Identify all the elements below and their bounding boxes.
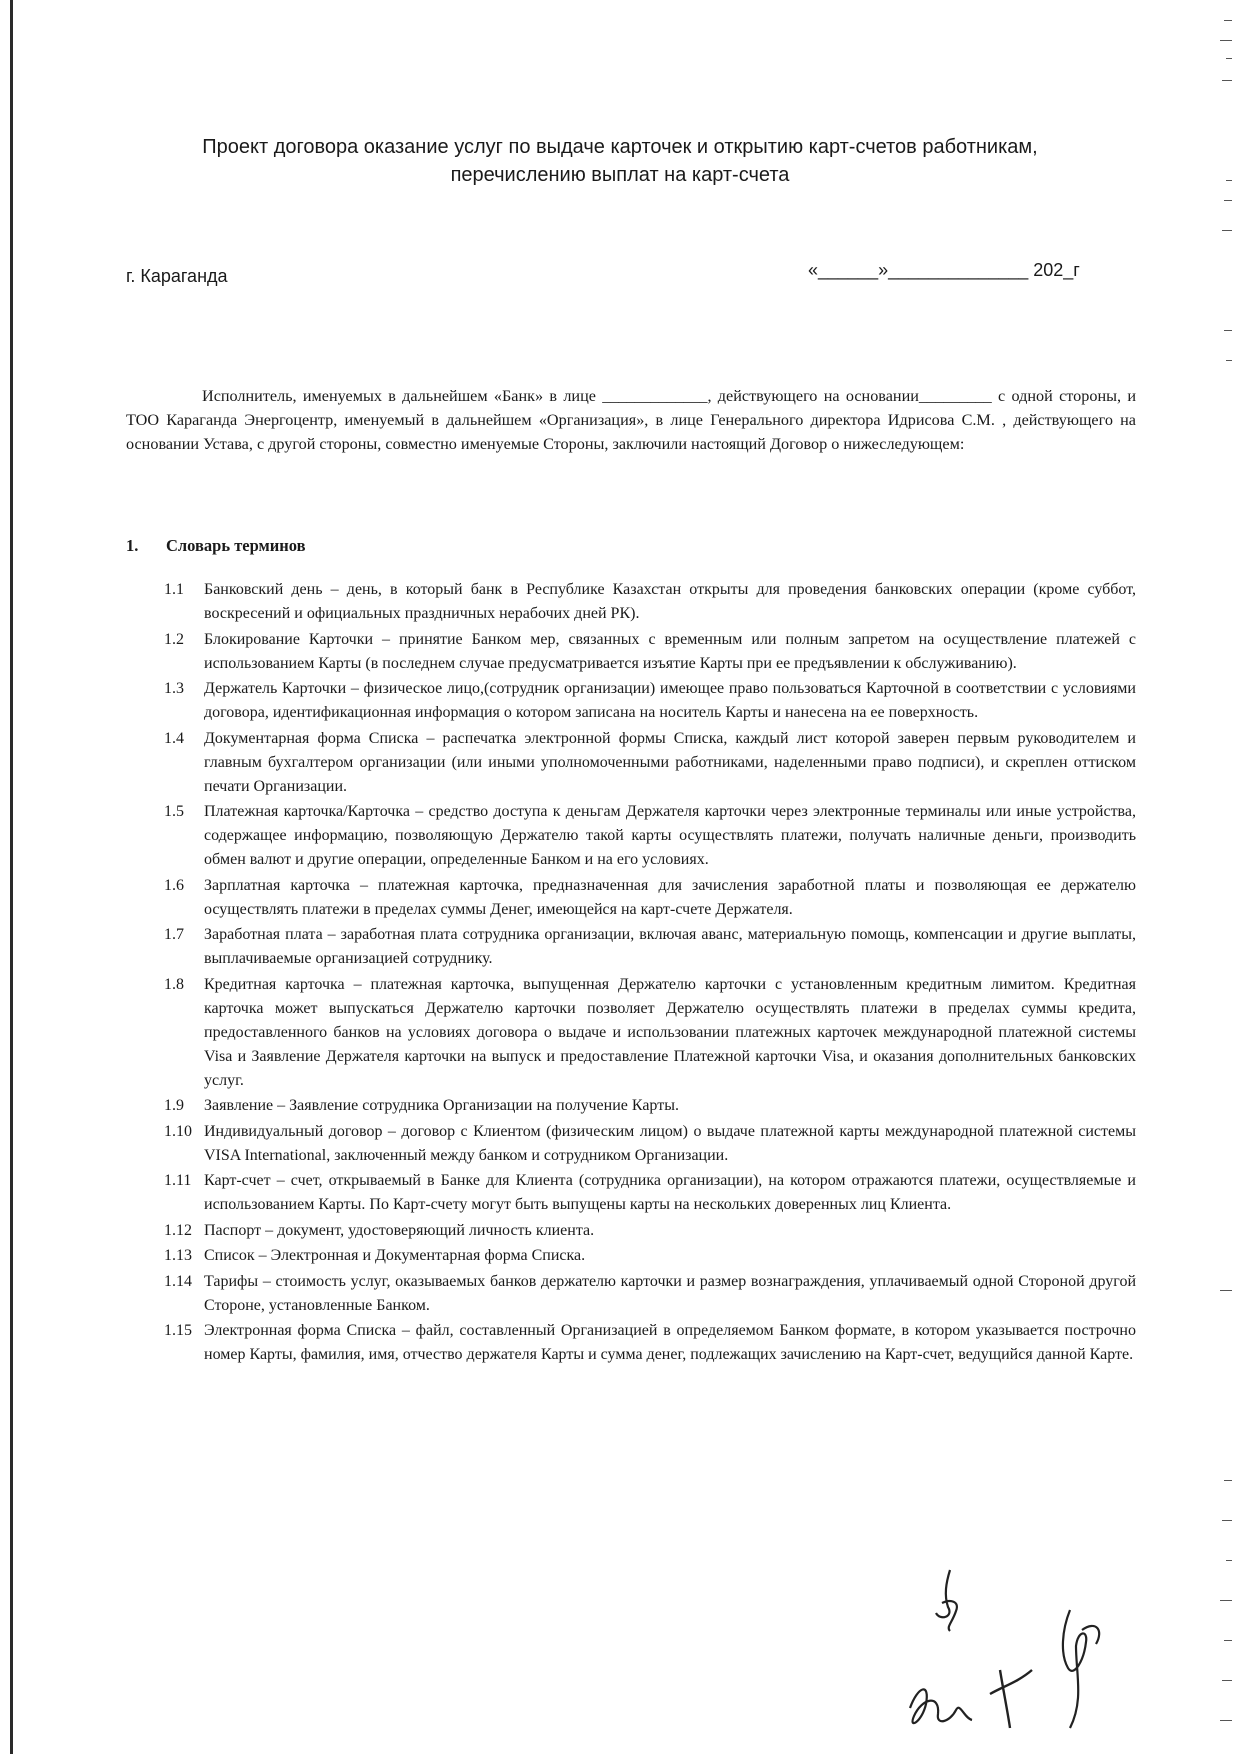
term-number: 1.7	[164, 926, 184, 943]
scan-margin-marks	[1218, 0, 1232, 1754]
contract-date: «______»______________ 202_г	[808, 260, 1080, 280]
term-text: Блокирование Карточки – принятие Банком мер, связанных с временным или полным запретом на осуществление платежей с использованием Карты (в последнем случае предусматривается изъятие Карты при ее предъявлении к обслуживанию).	[204, 630, 1136, 672]
term-number: 1.1	[164, 581, 184, 598]
term-number: 1.8	[164, 975, 184, 993]
section-number: 1.	[126, 536, 139, 555]
term-item	[164, 1169, 1136, 1217]
term-item	[164, 1319, 1136, 1367]
term-number: 1.3	[164, 680, 184, 697]
term-text: Платежная карточка/Карточка – средство доступа к деньгам Держателя карточки через электронные терминалы или иные устройства, содержащее информацию, позволяющую Держателю такой карты осуществлять платежи, получать наличные деньги, производить обмен валют и другие операции, определенные Банком и на его условиях.	[204, 803, 1136, 868]
term-number: 1.9	[164, 1097, 184, 1114]
term-text: Тарифы – стоимость услуг, оказываемых банков держателю карточки и размер вознаграждения, уплачиваемый одной Стороной другой Стороне, установленные Банком.	[204, 1272, 1136, 1314]
term-item	[164, 1270, 1136, 1318]
signature-handwritten	[900, 1590, 1130, 1740]
city: г. Караганда	[126, 266, 228, 286]
terms-list	[164, 578, 1136, 1369]
term-text: Заработная плата – заработная плата сотрудника организации, включая аванс, материальную помощь, компенсации и другие выплаты, выплачиваемые организацией сотруднику.	[204, 926, 1136, 967]
term-number: 1.11	[164, 1172, 192, 1189]
term-number: 1.4	[164, 729, 184, 747]
term-text: Держатель Карточки – физическое лицо,(сотрудник организации) имеющее право пользоваться Карточной в соответствии с условиями договора, идентификационная информация о котором записана на носитель Карты и нанесена на ее поверхность.	[204, 680, 1136, 721]
term-item	[164, 1219, 1136, 1243]
term-number: 1.14	[164, 1272, 192, 1290]
term-text: Зарплатная карточка – платежная карточка, предназначенная для зачисления заработной платы и позволяющая ее держателю осуществлять платежи в пределах суммы Денег, имеющейся на карт-счете Держателя.	[204, 876, 1136, 918]
term-item	[164, 923, 1136, 971]
section-title: Словарь терминов	[166, 536, 306, 555]
section-heading	[126, 536, 306, 556]
term-text: Список – Электронная и Документарная форма Списка.	[204, 1247, 586, 1264]
term-number: 1.5	[164, 803, 184, 820]
term-item	[164, 628, 1136, 676]
document-title	[110, 133, 1130, 189]
term-text: Карт-счет – счет, открываемый в Банке для Клиента (сотрудника организации), на котором отражаются платежи, осуществляемые и использованием Карты. По Карт-счету могут быть выпущены карты на нескольких доверенных лиц Клиента.	[204, 1172, 1136, 1213]
title-line-2: перечислению выплат на карт-счета	[450, 164, 790, 186]
title-line-1: Проект договора оказание услуг по выдаче карточек и открытию карт-счетов работникам,	[202, 136, 1038, 158]
term-item	[164, 1120, 1136, 1168]
term-number: 1.12	[164, 1221, 192, 1239]
term-item	[164, 1244, 1136, 1268]
term-text: Кредитная карточка – платежная карточка, выпущенная Держателю карточки с установленным кредитным лимитом. Кредитная карточка может выпускаться Держателю карточки позволяет Держателю осуществлять платежи в пределах суммы кредита, предоставленного банков на условиях договора о выдаче и использовании платежных карточек международной платежной системы Visa и Заявление Держателя карточки на выпуск и предоставление Платежной карточки Visa, и оказания дополнительных банковских услуг.	[204, 975, 1136, 1089]
term-text: Банковский день – день, в который банк в Республике Казахстан открыты для проведения банковских операции (кроме суббот, воскресений и официальных праздничных нерабочих дней РК).	[204, 581, 1136, 622]
term-number: 1.6	[164, 876, 184, 894]
term-number: 1.13	[164, 1247, 192, 1264]
term-item	[164, 800, 1136, 872]
term-number: 1.2	[164, 630, 184, 648]
term-item	[164, 973, 1136, 1093]
term-text: Индивидуальный договор – договор с Клиентом (физическим лицом) о выдаче платежной карты международной платежной системы VISA International, заключенный между банком и сотрудником Организации.	[204, 1122, 1136, 1164]
term-text: Документарная форма Списка – распечатка электронной формы Списка, каждый лист которой заверен первым руководителем и главным бухгалтером организации (или иными уполномоченными работниками, наделенными право подписи), и скреплен оттиском печати Организации.	[204, 729, 1136, 795]
term-text: Заявление – Заявление сотрудника Организации на получение Карты.	[204, 1097, 679, 1114]
term-item	[164, 727, 1136, 799]
term-number: 1.15	[164, 1322, 192, 1339]
term-number: 1.10	[164, 1122, 192, 1140]
term-text: Электронная форма Списка – файл, составленный Организацией в определяемом Банком формате, в котором указывается построчно номер Карты, фамилия, имя, отчество держателя Карты и сумма денег, подлежащих зачислению на Карт-счет, ведущийся данной Карте.	[204, 1322, 1136, 1363]
term-text: Паспорт – документ, удостоверяющий личность клиента.	[204, 1221, 595, 1239]
scan-edge-line	[10, 0, 13, 1754]
term-item	[164, 578, 1136, 626]
term-item	[164, 677, 1136, 725]
term-item	[164, 874, 1136, 922]
preamble-paragraph: Исполнитель, именуемых в дальнейшем «Банк» в лице _____________, действующего на основании_________ с одной стороны, и ТОО Караганда Энергоцентр, именуемый в дальнейшем «Организация», в лице Генерального директора Идрисова С.М. , действующего на основании Устава, с другой стороны, совместно именуемые Стороны, заключили настоящий Договор о нижеследующем:	[126, 387, 1136, 453]
term-item	[164, 1094, 1136, 1118]
